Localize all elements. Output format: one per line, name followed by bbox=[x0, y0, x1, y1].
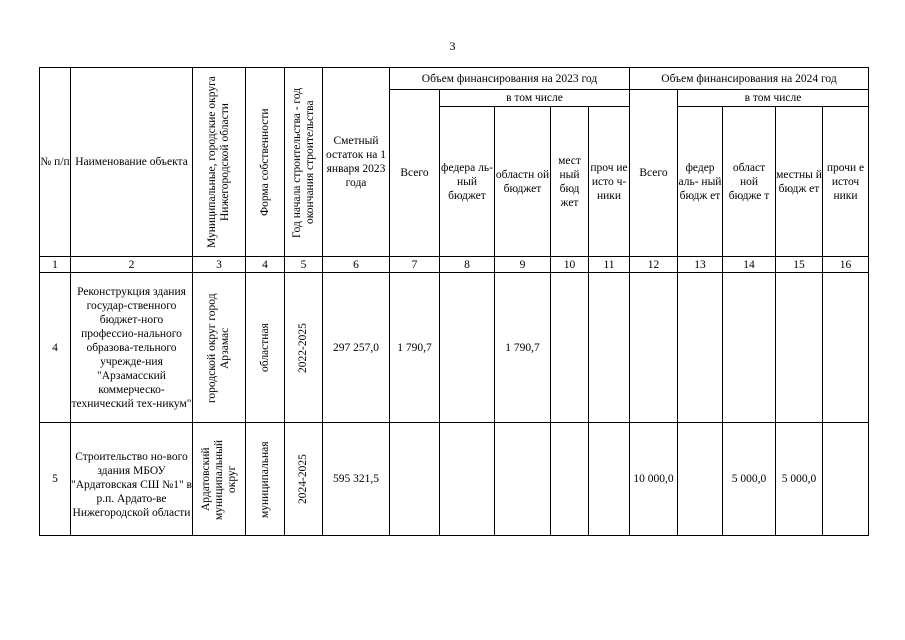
row-total-2024 bbox=[630, 273, 678, 423]
header-total-2024: Всего bbox=[630, 90, 678, 257]
column-number-row bbox=[40, 257, 869, 273]
row-regional-2024 bbox=[723, 273, 776, 423]
row-other-2023 bbox=[589, 273, 630, 423]
header-total-2023: Всего bbox=[390, 90, 440, 257]
row-other-2024 bbox=[823, 423, 869, 536]
row-total-2023 bbox=[390, 423, 440, 536]
header-fin-2024: Объем финансирования на 2024 год bbox=[630, 68, 869, 90]
row-federal-2024 bbox=[678, 273, 723, 423]
row-regional-2024: 5 000,0 bbox=[723, 423, 776, 536]
row-balance: 595 321,5 bbox=[323, 423, 390, 536]
header-years: Год начала строительства - год окончания строительства bbox=[285, 68, 323, 257]
header-federal-2023: федера ль-ный бюджет bbox=[440, 107, 495, 257]
row-other-2024 bbox=[823, 273, 869, 423]
header-municipality: Муниципальные, городские округа Нижегородской области bbox=[193, 68, 246, 257]
row-years: 2024-2025 bbox=[285, 423, 323, 536]
header-name: Наименование объекта bbox=[71, 68, 193, 257]
column-number: 13 bbox=[678, 257, 723, 273]
table-row bbox=[40, 273, 869, 423]
row-local-2023 bbox=[551, 273, 589, 423]
row-regional-2023 bbox=[495, 423, 551, 536]
row-local-2023 bbox=[551, 423, 589, 536]
row-no: 4 bbox=[40, 273, 71, 423]
table-row bbox=[40, 423, 869, 536]
header-balance: Сметный остаток на 1 января 2023 года bbox=[323, 68, 390, 257]
header-regional-2024: област ной бюдже т bbox=[723, 107, 776, 257]
column-number: 11 bbox=[589, 257, 630, 273]
row-balance: 297 257,0 bbox=[323, 273, 390, 423]
column-number: 12 bbox=[630, 257, 678, 273]
row-local-2024: 5 000,0 bbox=[776, 423, 823, 536]
header-local-2023: мест ный бюд жет bbox=[551, 107, 589, 257]
row-total-2023: 1 790,7 bbox=[390, 273, 440, 423]
header-no: № п/п bbox=[40, 68, 71, 257]
header-other-2023: проч ие исто ч- ники bbox=[589, 107, 630, 257]
column-number: 3 bbox=[193, 257, 246, 273]
row-federal-2023 bbox=[440, 423, 495, 536]
column-number: 5 bbox=[285, 257, 323, 273]
header-other-2024: прочи е источ ники bbox=[823, 107, 869, 257]
header-regional-2023: областн ой бюджет bbox=[495, 107, 551, 257]
header-ownership: Форма собственности bbox=[246, 68, 285, 257]
row-federal-2023 bbox=[440, 273, 495, 423]
column-number: 9 bbox=[495, 257, 551, 273]
row-total-2024: 10 000,0 bbox=[630, 423, 678, 536]
row-regional-2023: 1 790,7 bbox=[495, 273, 551, 423]
column-number: 14 bbox=[723, 257, 776, 273]
row-municipality: городской округ город Арзамас bbox=[193, 273, 246, 423]
row-other-2023 bbox=[589, 423, 630, 536]
header-including-2023: в том числе bbox=[440, 90, 630, 107]
header-including-2024: в том числе bbox=[678, 90, 869, 107]
row-object-name: Строительство но-вого здания МБОУ "Ардатовская СШ №1" в р.п. Ардато-ве Нижегородской области bbox=[71, 423, 193, 536]
page-number: 3 bbox=[449, 39, 456, 53]
row-object-name: Реконструкция здания государ-ственного бюджет-ного профессио-нального образова-тельного учрежде-ния "Арзамасский коммерческо-технический тех-никум" bbox=[71, 273, 193, 423]
column-number: 16 bbox=[823, 257, 869, 273]
row-ownership: муниципальная bbox=[246, 423, 285, 536]
row-municipality: Ардатовский муниципальный округ bbox=[193, 423, 246, 536]
row-years: 2022-2025 bbox=[285, 273, 323, 423]
header-fin-2023: Объем финансирования на 2023 год bbox=[390, 68, 630, 90]
column-number: 2 bbox=[71, 257, 193, 273]
column-number: 4 bbox=[246, 257, 285, 273]
header-federal-2024: федер аль- ный бюдж ет bbox=[678, 107, 723, 257]
row-ownership: областная bbox=[246, 273, 285, 423]
column-number: 8 bbox=[440, 257, 495, 273]
column-number: 10 bbox=[551, 257, 589, 273]
column-number: 15 bbox=[776, 257, 823, 273]
row-federal-2024 bbox=[678, 423, 723, 536]
header-local-2024: местны й бюдж ет bbox=[776, 107, 823, 257]
row-local-2024 bbox=[776, 273, 823, 423]
column-number: 1 bbox=[40, 257, 71, 273]
column-number: 7 bbox=[390, 257, 440, 273]
financing-table bbox=[39, 67, 869, 536]
row-no: 5 bbox=[40, 423, 71, 536]
column-number: 6 bbox=[323, 257, 390, 273]
